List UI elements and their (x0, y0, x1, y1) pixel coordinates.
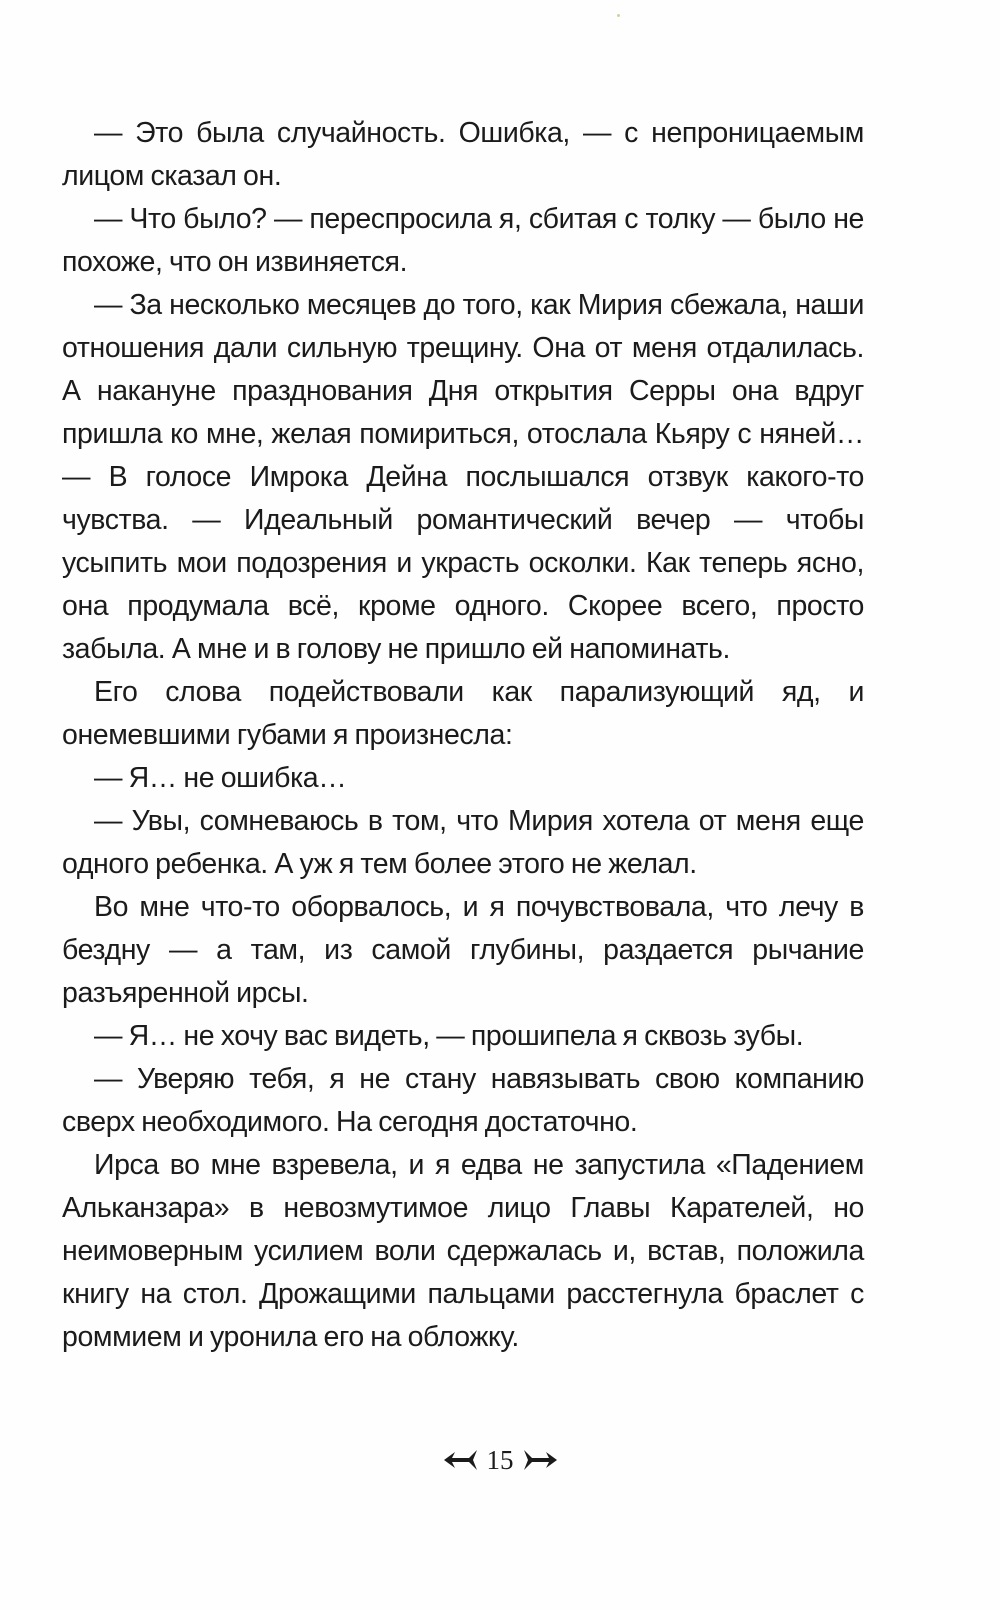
paragraph: — Я… не хочу вас видеть, — прошипела я сквозь зубы. (94, 1020, 804, 1052)
paragraph: — Увы, сомневаюсь в том, что Мирия хотела от меня еще одного ребенка. А уж я тем более этого не желал. (62, 805, 864, 880)
page-number-footer (0, 1440, 1000, 1480)
ornament-right-icon (522, 1448, 558, 1472)
paragraph: Его слова подействовали как парализующий яд, и онемевшими губами я произнесла: (62, 676, 864, 751)
body-text (62, 112, 864, 1359)
page-number: 15 (486, 1444, 514, 1475)
paragraph: — За несколько месяцев до того, как Мирия сбежала, наши отношения дали сильную трещину. Она от меня отдалилась. А накануне празднования Дня открытия Серры она вдруг пришла ко мне, желая помириться, отослала Кьяру с няней… — В голосе Имрока Дейна послышался отзвук какого-то чувства. — Идеальный романтический вечер — чтобы усыпить мои подозрения и украсть осколки. Как теперь ясно, она продумала всё, кроме одного. Скорее всего, просто забыла. А мне и в голову не пришло ей напоминать. (62, 289, 864, 665)
ornament-left-icon (443, 1448, 479, 1472)
paragraph: — Я… не ошибка… (94, 762, 347, 794)
paragraph: — Это была случайность. Ошибка, — с непроницаемым лицом сказал он. (62, 117, 864, 192)
paragraph: — Уверяю тебя, я не стану навязывать свою компанию сверх необходимого. На сегодня достаточно. (62, 1063, 864, 1138)
paragraph: Во мне что-то оборвалось, и я почувствовала, что лечу в бездну — а там, из самой глубины, раздается рычание разъяренной ирсы. (62, 891, 864, 1009)
print-speck (617, 14, 620, 17)
paragraph: Ирса во мне взревела, и я едва не запустила «Падением Альканзара» в невозмутимое лицо Главы Карателей, но неимоверным усилием воли сдержалась и, встав, положила книгу на стол. Дрожащими пальцами расстегнула браслет с роммием и уронила его на обложку. (62, 1149, 864, 1353)
paragraph: — Что было? — переспросила я, сбитая с толку — было не похоже, что он извиняется. (62, 203, 864, 278)
